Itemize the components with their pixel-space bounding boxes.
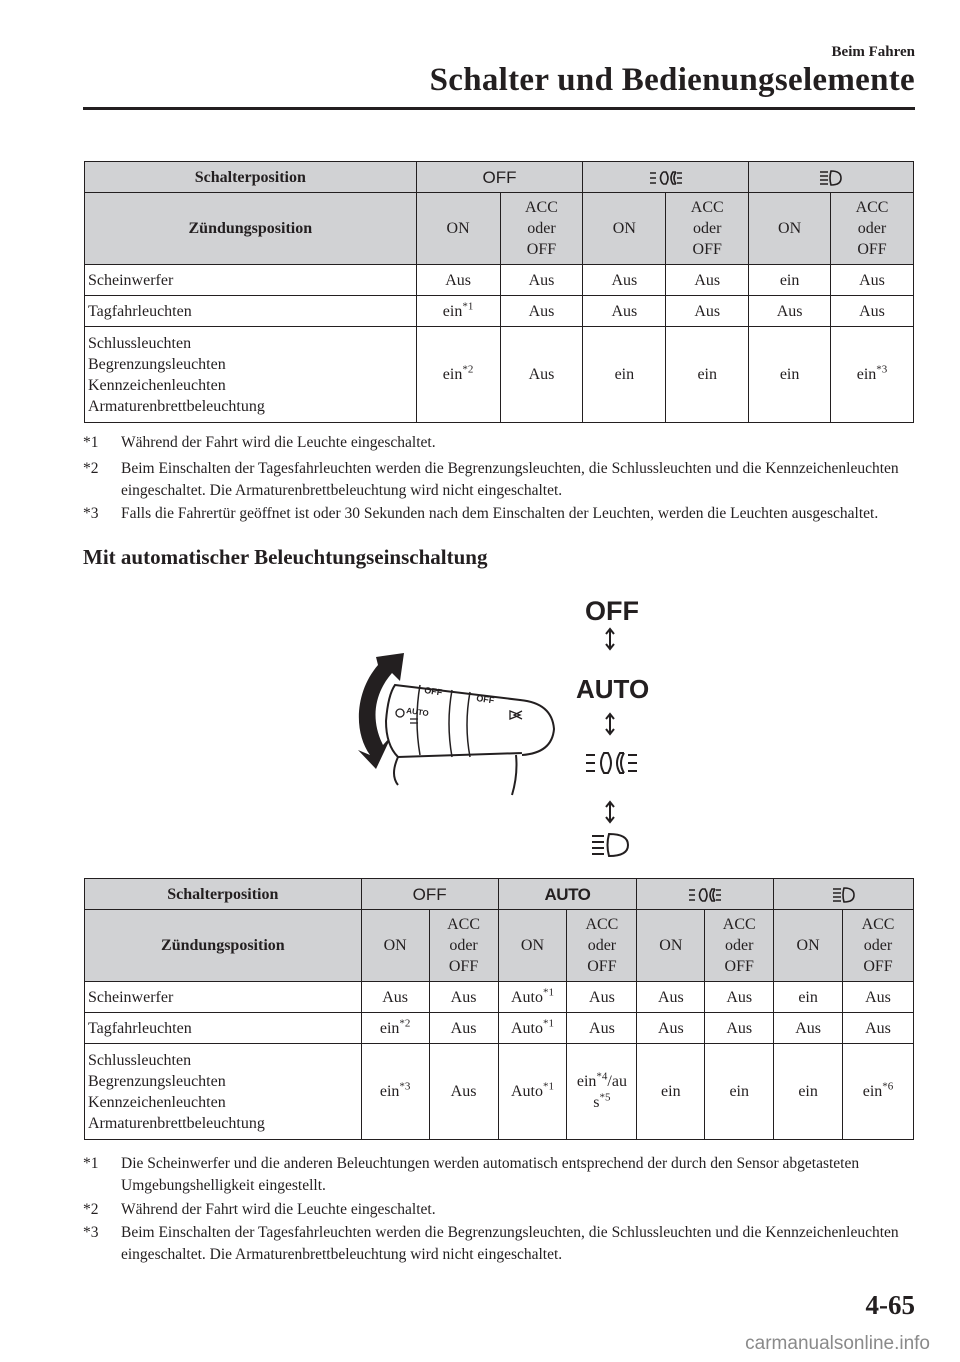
table-cell: Aus xyxy=(666,265,749,296)
table-cell: Aus xyxy=(843,982,914,1013)
ignition-cell: ACC oder OFF xyxy=(567,910,637,982)
table-cell: Aus xyxy=(416,265,500,296)
table-cell: Auto$^{*1}$ xyxy=(498,982,567,1013)
table-cell: ein$^{*3}$ xyxy=(831,327,914,423)
off-label: OFF xyxy=(585,596,639,626)
table-cell: Aus xyxy=(749,296,831,327)
row-label: Scheinwerfer xyxy=(85,265,417,296)
table-cell: ein xyxy=(637,1044,705,1140)
table-cell: Aus xyxy=(705,1013,774,1044)
row-label: Scheinwerfer xyxy=(85,982,362,1013)
ignition-cell: ACC oder OFF xyxy=(705,910,774,982)
table-cell: Aus xyxy=(500,296,583,327)
table-cell: ein$^{*2}$ xyxy=(416,327,500,423)
headlight-icon xyxy=(592,834,628,856)
ignition-cell: ACC oder OFF xyxy=(843,910,914,982)
table-row xyxy=(85,982,914,1013)
section-heading: Mit automatischer Beleuchtungseinschaltung xyxy=(83,545,488,569)
row-label: Tagfahrleuchten xyxy=(85,296,417,327)
ignition-cell: ON xyxy=(498,910,567,982)
ignition-position-label: Zündungsposition xyxy=(85,910,362,982)
table-row xyxy=(85,296,914,327)
ignition-cell: ACC oder OFF xyxy=(666,193,749,265)
svg-text:OFF: OFF xyxy=(475,693,495,706)
ignition-cell: ON xyxy=(583,193,666,265)
switch-table-2 xyxy=(84,878,914,1140)
parking-light-icon xyxy=(688,886,722,904)
watermark: carmanualsonline.info xyxy=(745,1333,930,1354)
switch-position-label: Schalterposition xyxy=(85,879,362,910)
svg-text:AUTO: AUTO xyxy=(405,706,430,719)
table-row xyxy=(85,327,914,423)
footnote: *3 Beim Einschalten der Tagesfahrleuchten werden die Begrenzungsleuchten, die Schlussleuchten und die Kennzeichenleuchten eingeschaltet. Die Armaturenbrettbeleuchtung wird nicht eingeschaltet. xyxy=(83,1224,899,1263)
table-cell: Aus xyxy=(637,982,705,1013)
light-switch-figure xyxy=(340,585,670,870)
table-cell: ein$^{*3}$ xyxy=(361,1044,429,1140)
table-cell: Aus xyxy=(567,1013,637,1044)
table-cell: Aus xyxy=(831,296,914,327)
ignition-cell: ACC oder OFF xyxy=(429,910,498,982)
parking-light-icon xyxy=(586,753,637,773)
section-label: Beim Fahren xyxy=(831,44,915,60)
table-cell: ein xyxy=(749,327,831,423)
lever-stalk xyxy=(386,685,538,757)
footnote: *2 Während der Fahrt wird die Leuchte eingeschaltet. xyxy=(83,1201,436,1218)
table-cell: Aus xyxy=(666,296,749,327)
table-cell: Aus xyxy=(429,1013,498,1044)
table-row xyxy=(85,265,914,296)
table-cell: Aus xyxy=(429,982,498,1013)
row-label: Tagfahrleuchten xyxy=(85,1013,362,1044)
ignition-cell: ACC oder OFF xyxy=(831,193,914,265)
ignition-cell: ON xyxy=(416,193,500,265)
footnote: *1 Die Scheinwerfer und die anderen Beleuchtungen werden automatisch entsprechend der durch den Sensor abgetasteten Umgebungshelligkeit eingestellt. xyxy=(83,1155,860,1194)
table-cell: ein xyxy=(583,327,666,423)
table-cell: Aus xyxy=(583,265,666,296)
table-cell: ein xyxy=(774,1044,843,1140)
ignition-position-row xyxy=(85,193,914,265)
parking-light-icon xyxy=(649,169,683,187)
table-cell: ein xyxy=(749,265,831,296)
table-cell: Aus xyxy=(567,982,637,1013)
table-cell: Auto$^{*1}$ xyxy=(498,1044,567,1140)
ignition-cell: ON xyxy=(361,910,429,982)
table-cell: Aus xyxy=(429,1044,498,1140)
table-cell: Aus xyxy=(843,1013,914,1044)
table-cell: Aus xyxy=(500,327,583,423)
table-cell: Aus xyxy=(637,1013,705,1044)
parking-light-header xyxy=(637,879,774,910)
table-cell: ein$^{*4}$/au $s^{*5}$ xyxy=(567,1044,637,1140)
row-label: Schlussleuchten Begrenzungsleuchten Kennzeichenleuchten Armaturenbrettbeleuchtung xyxy=(85,327,417,423)
switch-position-row xyxy=(85,879,914,910)
footnote: *1 Während der Fahrt wird die Leuchte eingeschaltet. xyxy=(83,434,436,451)
auto-position-header: AUTO xyxy=(498,879,637,910)
auto-label: AUTO xyxy=(576,674,650,704)
svg-text:OFF: OFF xyxy=(423,685,443,698)
table-cell: ein$^{*6}$ xyxy=(843,1044,914,1140)
header-rule xyxy=(83,107,915,110)
headlight-header xyxy=(749,162,914,193)
ignition-cell: ON xyxy=(749,193,831,265)
table-cell: ein xyxy=(774,982,843,1013)
switch-table-1 xyxy=(84,161,914,423)
ignition-position-row xyxy=(85,910,914,982)
headlight-icon xyxy=(819,169,843,187)
table-cell: Auto$^{*1}$ xyxy=(498,1013,567,1044)
page-title: Schalter und Bedienungselemente xyxy=(429,62,915,98)
table-cell: Aus xyxy=(500,265,583,296)
table-cell: Aus xyxy=(705,982,774,1013)
footnote: *2 Beim Einschalten der Tagesfahrleuchten werden die Begrenzungsleuchten, die Schlussleuchten und die Kennzeichenleuchten eingeschaltet. Die Armaturenbrettbeleuchtung wird nicht eingeschaltet. xyxy=(83,460,899,499)
headlight-header xyxy=(774,879,914,910)
parking-light-header xyxy=(583,162,749,193)
ignition-position-label: Zündungsposition xyxy=(85,193,417,265)
ignition-cell: ON xyxy=(774,910,843,982)
switch-position-label: Schalterposition xyxy=(85,162,417,193)
off-position-header: OFF xyxy=(361,879,498,910)
ignition-cell: ACC oder OFF xyxy=(500,193,583,265)
table-row xyxy=(85,1044,914,1140)
table-cell: Aus xyxy=(774,1013,843,1044)
table-cell: ein$^{*2}$ xyxy=(361,1013,429,1044)
row-label: Schlussleuchten Begrenzungsleuchten Kennzeichenleuchten Armaturenbrettbeleuchtung xyxy=(85,1044,362,1140)
off-position-header: OFF xyxy=(416,162,583,193)
table-row xyxy=(85,1013,914,1044)
switch-position-row xyxy=(85,162,914,193)
footnote: *3 Falls die Fahrertür geöffnet ist oder 30 Sekunden nach dem Einschalten der Leuchten, werden die Leuchten ausgeschaltet. xyxy=(83,505,879,522)
table-cell: Aus xyxy=(583,296,666,327)
ignition-cell: ON xyxy=(637,910,705,982)
page-number: 4-65 xyxy=(865,1290,915,1320)
table-cell: ein$^{*1}$ xyxy=(416,296,500,327)
table-cell: Aus xyxy=(361,982,429,1013)
table-cell: ein xyxy=(705,1044,774,1140)
table-cell: Aus xyxy=(831,265,914,296)
table-cell: ein xyxy=(666,327,749,423)
headlight-icon xyxy=(832,886,856,904)
